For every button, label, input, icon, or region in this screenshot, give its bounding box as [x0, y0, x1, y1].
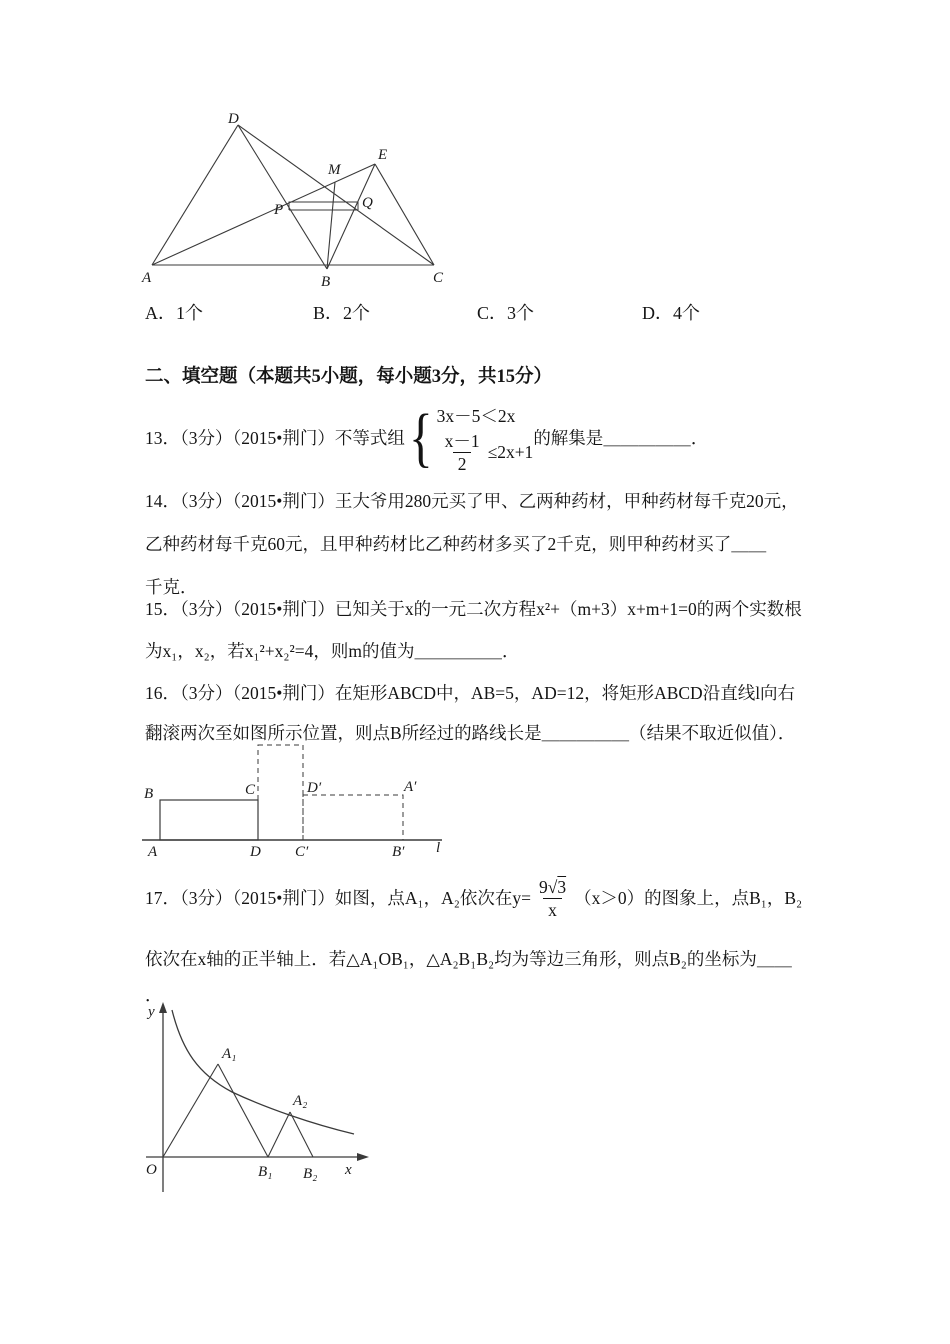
q13-period: ．	[690, 428, 709, 448]
q17-line2: 依次在x轴的正半轴上．若△A₁OB₁，△A₂B₁B₂均为等边三角形，则点B₂的坐标为＿＿	[145, 949, 792, 969]
label-x-axis: x	[345, 1162, 352, 1178]
segment-MB	[327, 182, 335, 269]
label-B-prime: B′	[392, 844, 405, 860]
label-C: C	[245, 782, 256, 798]
segment-A1-B1	[218, 1064, 268, 1157]
q13-rhs: 2x+1	[497, 441, 534, 462]
label-A2: A₂	[293, 1093, 308, 1109]
segment-DB	[238, 125, 327, 269]
y-axis-arrow	[159, 1002, 167, 1013]
point-label-M: M	[328, 162, 341, 178]
q13-inequality-system	[405, 400, 534, 474]
rectangle-ABCD	[160, 800, 258, 840]
q15-line2: 为x₁，x₂，若x₁²+x₂²=4，则m的值为＿＿＿＿＿．	[145, 641, 520, 661]
section-title: 二、填空题（本题共5小题，每小题3分，共15分）	[145, 367, 553, 387]
label-y-axis: y	[148, 1004, 155, 1020]
option-a: A．1个	[145, 303, 203, 323]
fraction-denominator: 2	[453, 452, 472, 474]
brace-symbol: {	[408, 400, 433, 474]
q16-line1: 16．（3分）（2015•荆门）在矩形ABCD中，AB=5，AD=12，将矩形ABCD沿直线l向右	[145, 683, 796, 703]
label-line-l: l	[436, 840, 441, 856]
label-B2: B₂	[303, 1166, 318, 1182]
point-label-C: C	[433, 270, 444, 286]
hyperbola-curve	[172, 1010, 354, 1134]
geometry-figure	[140, 112, 450, 292]
q16-line2: 翻滚两次至如图所示位置，则点B所经过的路线长是＿＿＿＿＿（结果不取近似值）．	[145, 723, 796, 743]
q13-operator: ≤	[487, 441, 498, 462]
label-D: D	[250, 844, 261, 860]
point-label-B: B	[321, 274, 331, 290]
x-axis-arrow	[357, 1153, 369, 1161]
option-d: D．4个	[642, 303, 700, 323]
point-label-A: A	[142, 270, 152, 286]
rectangle-first-roll	[258, 745, 303, 840]
q15-line1: 15．（3分）（2015•荆门）已知关于x的一元二次方程x²+（m+3）x+m+1=0的两个实数根	[145, 599, 802, 619]
q14-line2: 乙种药材每千克60元，且甲种药材比乙种药材多买了2千克，则甲种药材买了＿＿	[145, 534, 767, 554]
point-label-D: D	[228, 112, 239, 127]
fraction-numerator: 9√3	[538, 876, 567, 897]
q14-line3: 千克．	[145, 577, 198, 597]
segment-B1-A2	[268, 1112, 290, 1157]
question-13	[145, 400, 708, 476]
label-A1: A₁	[222, 1046, 237, 1062]
label-C-prime: C′	[295, 844, 309, 860]
option-c: C．3个	[477, 303, 535, 323]
label-D-prime: D′	[307, 780, 322, 796]
segment-AD	[152, 125, 238, 265]
segment-EB	[327, 164, 375, 269]
segment-DC	[238, 125, 434, 265]
q14-line1: 14．（3分）（2015•荆门）王大爷用280元买了甲、乙两种药材，甲种药材每千克20元，	[145, 491, 799, 511]
q13-answer-blank: ＿＿＿＿＿	[603, 428, 691, 448]
question-17	[145, 872, 802, 924]
segment-EC	[375, 164, 434, 265]
fraction-denominator: x	[543, 898, 562, 920]
label-B1: B₁	[258, 1164, 273, 1180]
q13-inequality-bottom	[437, 431, 534, 474]
label-A-prime: A′	[404, 779, 417, 795]
fraction-numerator: x－1	[444, 430, 480, 451]
q17-after-fraction: （x＞0）的图象上，点B₁，B₂	[574, 888, 803, 908]
label-A: A	[148, 844, 158, 860]
rectangle-second-roll	[303, 795, 403, 840]
rolling-rectangle-figure	[140, 740, 455, 862]
q17-lead: 17．（3分）（2015•荆门）如图，点A₁，A₂依次在y=	[145, 888, 531, 908]
q13-lead: 13．（3分）（2015•荆门）不等式组	[145, 428, 405, 448]
option-b: B．2个	[313, 303, 371, 323]
q17-fraction	[534, 877, 571, 920]
label-origin: O	[146, 1162, 157, 1178]
segment-O-A1	[163, 1064, 218, 1157]
segment-AE	[152, 164, 375, 265]
q13-tail: 的解集是	[533, 428, 604, 448]
point-label-Q: Q	[362, 195, 373, 211]
q13-inequality-top: 3x－5＜2x	[436, 405, 516, 426]
q17-line3: ．	[145, 985, 163, 1005]
label-B: B	[144, 786, 154, 802]
hyperbola-figure	[140, 1002, 380, 1200]
point-label-P: P	[274, 202, 284, 218]
q13-fraction	[440, 431, 485, 474]
point-label-E: E	[378, 147, 388, 163]
